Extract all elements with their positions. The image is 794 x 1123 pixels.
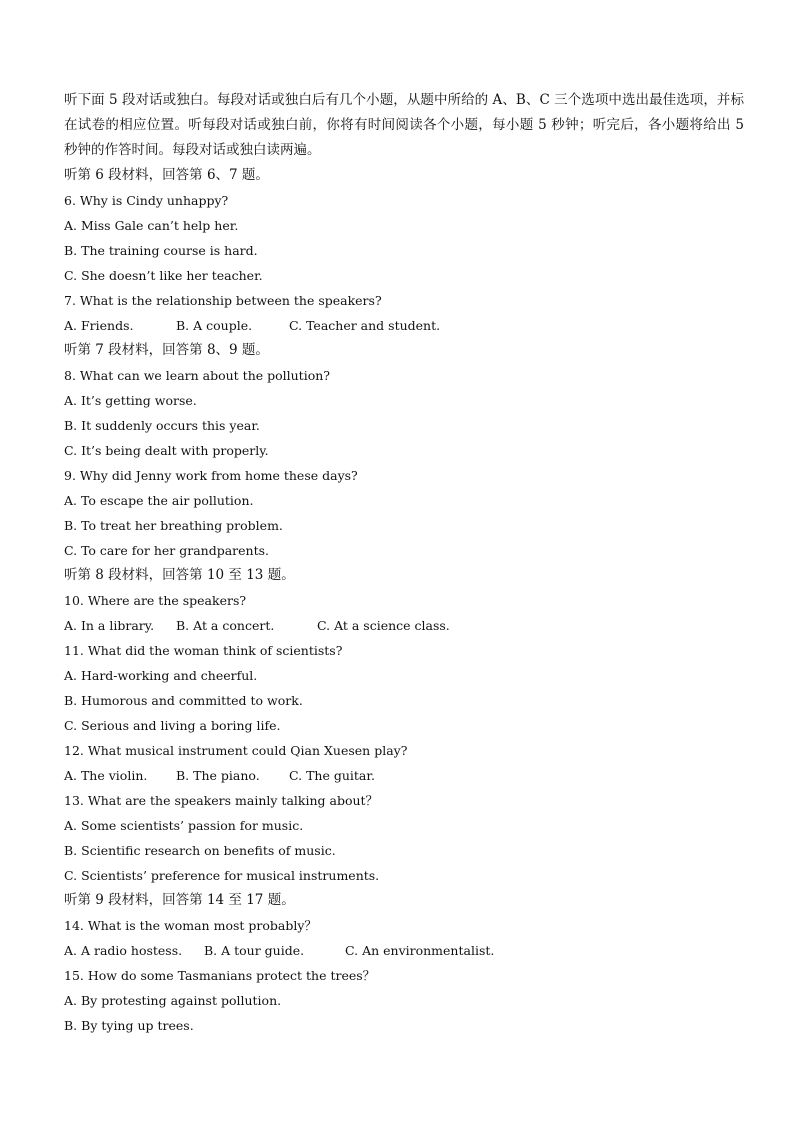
option-a: A. A radio hostess. xyxy=(64,943,183,958)
option-c: C. Scientists’ preference for musical instruments. xyxy=(64,868,380,883)
option-a: A. To escape the air pollution. xyxy=(64,493,254,508)
question-stem: 10. Where are the speakers? xyxy=(64,593,247,608)
option-b: B. The piano. xyxy=(176,768,260,783)
section-header: 听第 8 段材料，回答第 10 至 13 题。 xyxy=(64,567,295,583)
option-c: C. To care for her grandparents. xyxy=(64,543,269,558)
question-stem: 7. What is the relationship between the speakers? xyxy=(64,293,382,308)
section-header: 听第 6 段材料，回答第 6、7 题。 xyxy=(64,167,269,183)
option-b: B. Humorous and committed to work. xyxy=(64,693,303,708)
options-row xyxy=(64,763,744,788)
section-header: 听第 7 段材料，回答第 8、9 题。 xyxy=(64,342,269,358)
option-b: B. By tying up trees. xyxy=(64,1018,194,1033)
option-c: C. An environmentalist. xyxy=(345,943,495,958)
option-a: A. Miss Gale can’t help her. xyxy=(64,218,239,233)
question-stem: 14. What is the woman most probably？ xyxy=(64,918,317,933)
option-a: A. Some scientists’ passion for music. xyxy=(64,818,304,833)
question-stem: 12. What musical instrument could Qian Xuesen play? xyxy=(64,743,408,758)
option-b: B. A tour guide. xyxy=(204,943,305,958)
listening-instructions: 听下面 5 段对话或独白。每段对话或独白后有几个小题，从题中所给的 A、B、C 三个选项中选出最佳选项，并标在试卷的相应位置。听每段对话或独白前，你将有时间阅读各个小题，每小题 5 秒钟；听完后，各小题将给出 5 秒钟的作答时间。每段对话或独白读两遍。 xyxy=(64,92,744,158)
option-a: A. In a library. xyxy=(64,618,155,633)
question-stem: 15. How do some Tasmanians protect the trees？ xyxy=(64,968,376,983)
option-b: B. A couple. xyxy=(176,318,253,333)
question-stem: 6. Why is Cindy unhappy? xyxy=(64,193,229,208)
option-a: A. Friends. xyxy=(64,318,134,333)
question-stem: 8. What can we learn about the pollution? xyxy=(64,368,330,383)
options-row xyxy=(64,313,744,338)
option-b: B. The training course is hard. xyxy=(64,243,258,258)
question-stem: 11. What did the woman think of scientists? xyxy=(64,643,343,658)
exam-page xyxy=(64,88,744,1038)
option-a: A. By protesting against pollution. xyxy=(64,993,282,1008)
question-stem: 13. What are the speakers mainly talking about？ xyxy=(64,793,379,808)
option-c: C. The guitar. xyxy=(289,768,375,783)
option-a: A. Hard-working and cheerful. xyxy=(64,668,258,683)
section-header: 听第 9 段材料，回答第 14 至 17 题。 xyxy=(64,892,295,908)
option-b: B. It suddenly occurs this year. xyxy=(64,418,260,433)
option-c: C. Serious and living a boring life. xyxy=(64,718,281,733)
options-row xyxy=(64,613,744,638)
option-c: C. Teacher and student. xyxy=(289,318,441,333)
option-a: A. The violin. xyxy=(64,768,148,783)
option-c: C. At a science class. xyxy=(317,618,450,633)
option-b: B. Scientific research on benefits of music. xyxy=(64,843,336,858)
question-stem: 9. Why did Jenny work from home these days? xyxy=(64,468,358,483)
options-row xyxy=(64,938,744,963)
option-a: A. It’s getting worse. xyxy=(64,393,197,408)
option-c: C. It’s being dealt with properly. xyxy=(64,443,269,458)
option-b: B. To treat her breathing problem. xyxy=(64,518,283,533)
option-c: C. She doesn’t like her teacher. xyxy=(64,268,263,283)
option-b: B. At a concert. xyxy=(176,618,275,633)
